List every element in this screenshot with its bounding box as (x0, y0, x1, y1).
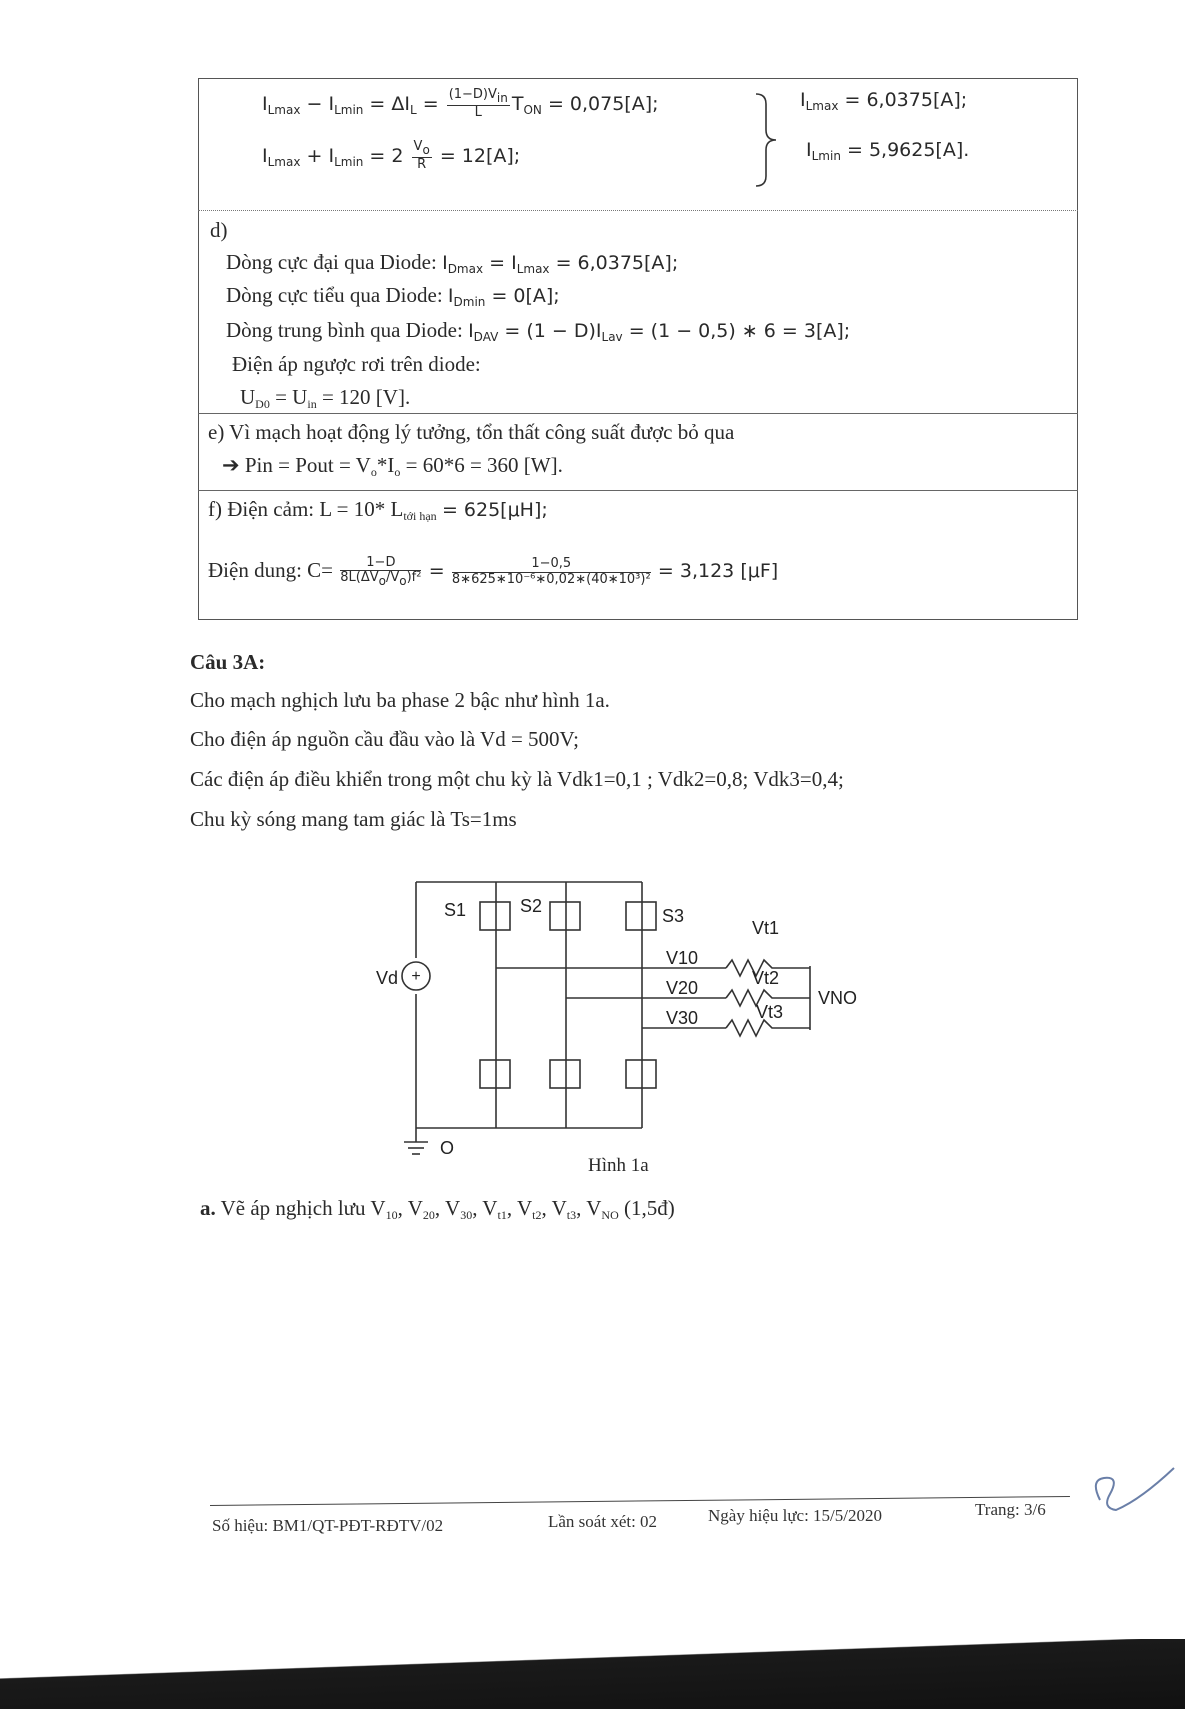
s1-label: S1 (444, 900, 467, 920)
result-ilmax: $I_{Lmax} = 6,0375[A]$; (800, 89, 968, 113)
diode-max-current: Dòng cực đại qua Diode: $I_{Dmax} = I_{Lmax} = 6,0375[A]$; (226, 250, 679, 276)
question-line: Chu kỳ sóng mang tam giác là Ts=1ms (190, 807, 517, 831)
v30-label: V30 (666, 1008, 699, 1028)
diode-reverse-voltage-value: $U_{D0} = U_{in} = 120$ [V]. (240, 385, 411, 411)
result-ilmin: $I_{Lmin} = 5,9625[A]$. (806, 139, 970, 163)
footer-doc-id: Số hiệu: BM1/QT-PĐT-RĐTV/02 (212, 1516, 444, 1535)
table-divider (198, 413, 1078, 414)
diode-avg-current: Dòng trung bình qua Diode: $I_{DAV} = (1 - D)I_{Lav} = (1 - 0,5)$ ∗ 6 = 3[A]; (226, 318, 851, 344)
power-equation: ➔ Pin = Pout = $V_o*I_o = 60*6 = 360$ [W]. (222, 453, 563, 479)
eq-sum-il: $I_{Lmax} + I_{Lmin} = 2$ $\frac{Vo}{R}$ = 12[A]; (262, 139, 521, 173)
question-line: Các điện áp điều khiển trong một chu kỳ là Vdk1=0,1 ; Vdk2=0,8; Vdk3=0,4; (190, 767, 844, 791)
v10-label: V10 (666, 948, 699, 968)
vt2-label: Vt2 (752, 968, 780, 988)
vt3-label: Vt3 (756, 1002, 784, 1022)
section-e-text: e) Vì mạch hoạt động lý tưởng, tổn thất công suất được bỏ qua (208, 420, 735, 444)
curly-brace-icon (752, 88, 792, 193)
s3-label: S3 (662, 906, 685, 926)
table-divider (198, 210, 1078, 211)
v20-label: V20 (666, 978, 699, 998)
eq-delta-il: $I_{Lmax} - I_{Lmin} = \Delta I_L$ = $\frac{\text{(1−D)Vin}}{L}$ $T_{ON} = 0,075[A]$; (262, 87, 659, 121)
footer-rule (210, 1496, 1070, 1506)
plus-sign-icon: + (411, 968, 421, 985)
footer-revision: Lần soát xét: 02 (548, 1512, 658, 1531)
inverter-circuit-diagram (370, 870, 870, 1160)
s2-label: S2 (520, 896, 543, 916)
section-d-label: d) (210, 218, 228, 242)
vno-label: VNO (818, 988, 858, 1008)
part-a: a. Vẽ áp nghịch lưu $V_{10}$, $V_{20}$, $V_{30}$, $V_{t1}$, $V_{t2}$, $V_{t3}$, $V_{NO}$ (1,5đ) (200, 1196, 675, 1222)
question-line: Cho điện áp nguồn cầu đầu vào là Vd = 500V; (190, 727, 579, 751)
diode-reverse-voltage: Điện áp ngược rơi trên diode: (232, 352, 481, 376)
signature-mark (1080, 1460, 1180, 1540)
figure-caption: Hình 1a (588, 1155, 649, 1176)
question-title: Câu 3A: (190, 650, 266, 674)
vd-label: Vd (376, 968, 399, 988)
diode-min-current: Dòng cực tiểu qua Diode: $I_{Dmin} = 0[A]$; (226, 283, 560, 309)
ground-label: O (440, 1138, 455, 1158)
capacitance-equation: Điện dung: C= $\frac{1-D}{\text{8L(ΔVo/Vo)f²}}$ = $\frac{1-0,5}{\text{8∗625∗10⁻⁶∗0,02∗(40∗10³)²}}$ = 3,123 [μF] (208, 555, 779, 589)
footer-page-number: Trang: 3/6 (975, 1500, 1046, 1519)
inductance-equation: f) Điện cảm: L = 10* $L_{tới hạn} = 625[\mu H]$; (208, 497, 548, 523)
question-line: Cho mạch nghịch lưu ba phase 2 bậc như hình 1a. (190, 688, 610, 712)
footer-effective-date: Ngày hiệu lực: 15/5/2020 (708, 1506, 882, 1525)
scan-shadow (0, 1639, 1185, 1709)
table-divider (198, 490, 1078, 491)
vt1-label: Vt1 (752, 918, 780, 938)
